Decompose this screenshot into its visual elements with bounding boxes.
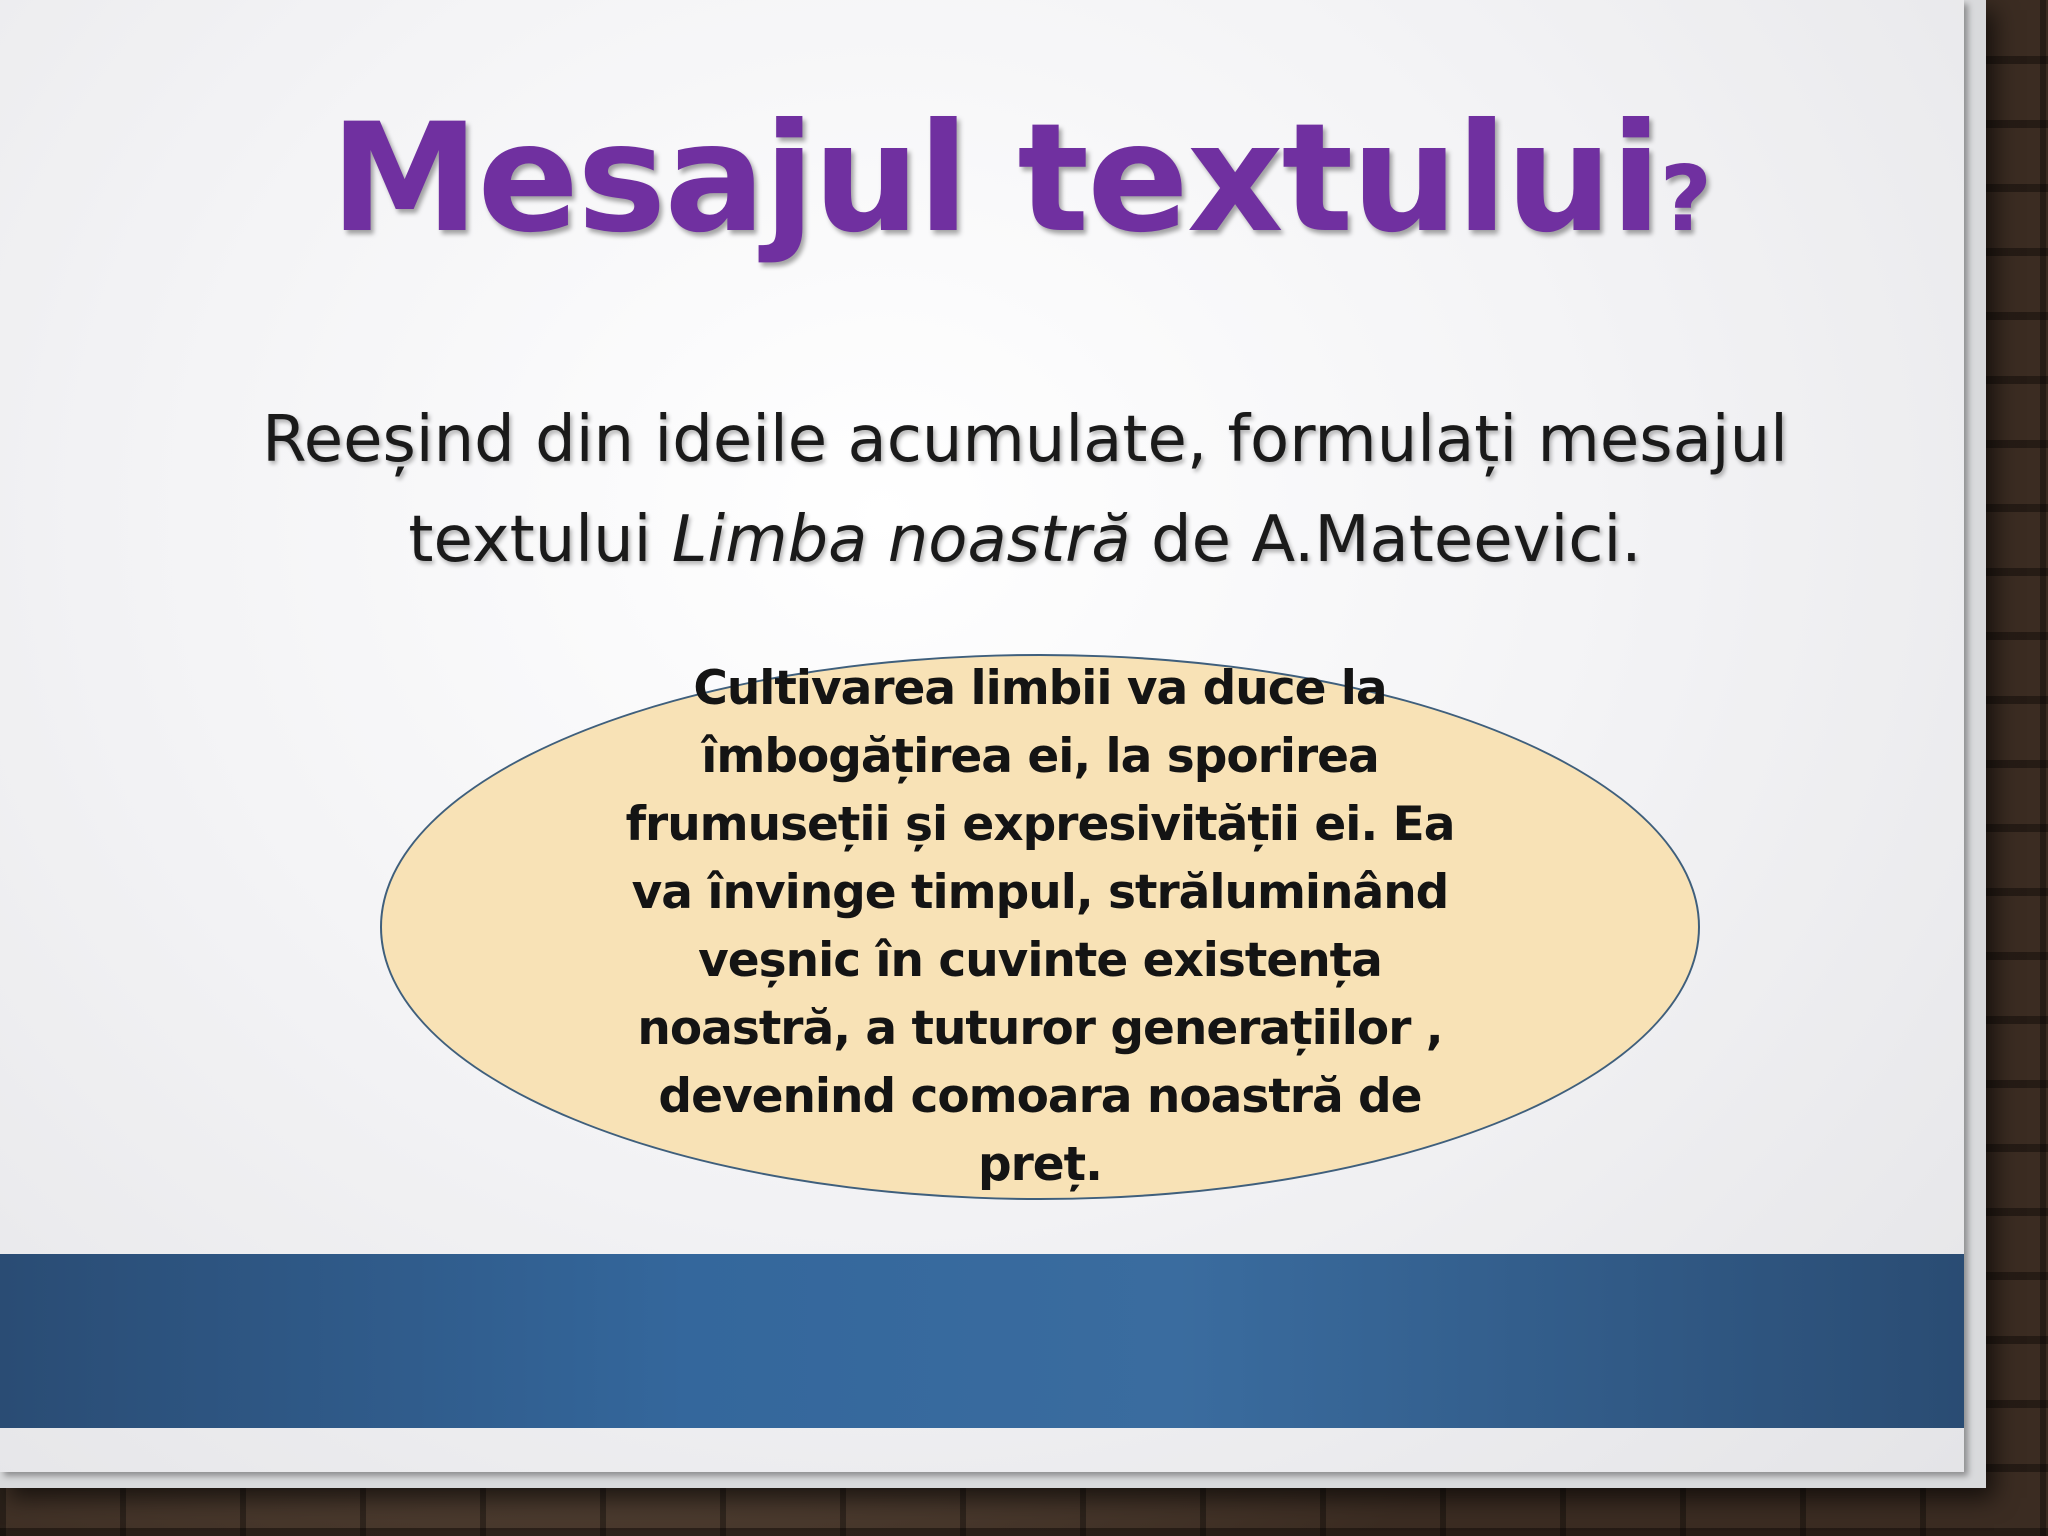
slide-title-question-mark: ?	[1659, 147, 1710, 252]
slide-title	[0, 92, 1964, 266]
answer-ellipse	[380, 654, 1700, 1200]
task-prompt-work-title: Limba noastră	[671, 503, 1131, 577]
footer-band	[0, 1254, 1964, 1428]
slide-title-text: Mesajul textului	[330, 92, 1660, 266]
task-prompt-author: de A.Mateevici.	[1130, 503, 1642, 577]
answer-text: Cultivarea limbii va duce la îmbogățirea ei, la sporirea frumuseții și expresivității ei. Ea va învinge timpul, străluminând veșnic în cuvinte existența noastră, a tuturor generațiilor , devenind comoara noastră de preț.	[625, 661, 1455, 1192]
task-prompt	[200, 390, 1850, 590]
task-prompt-text: Reeșind din ideile acumulate, formulați mesajul textului	[262, 403, 1788, 577]
